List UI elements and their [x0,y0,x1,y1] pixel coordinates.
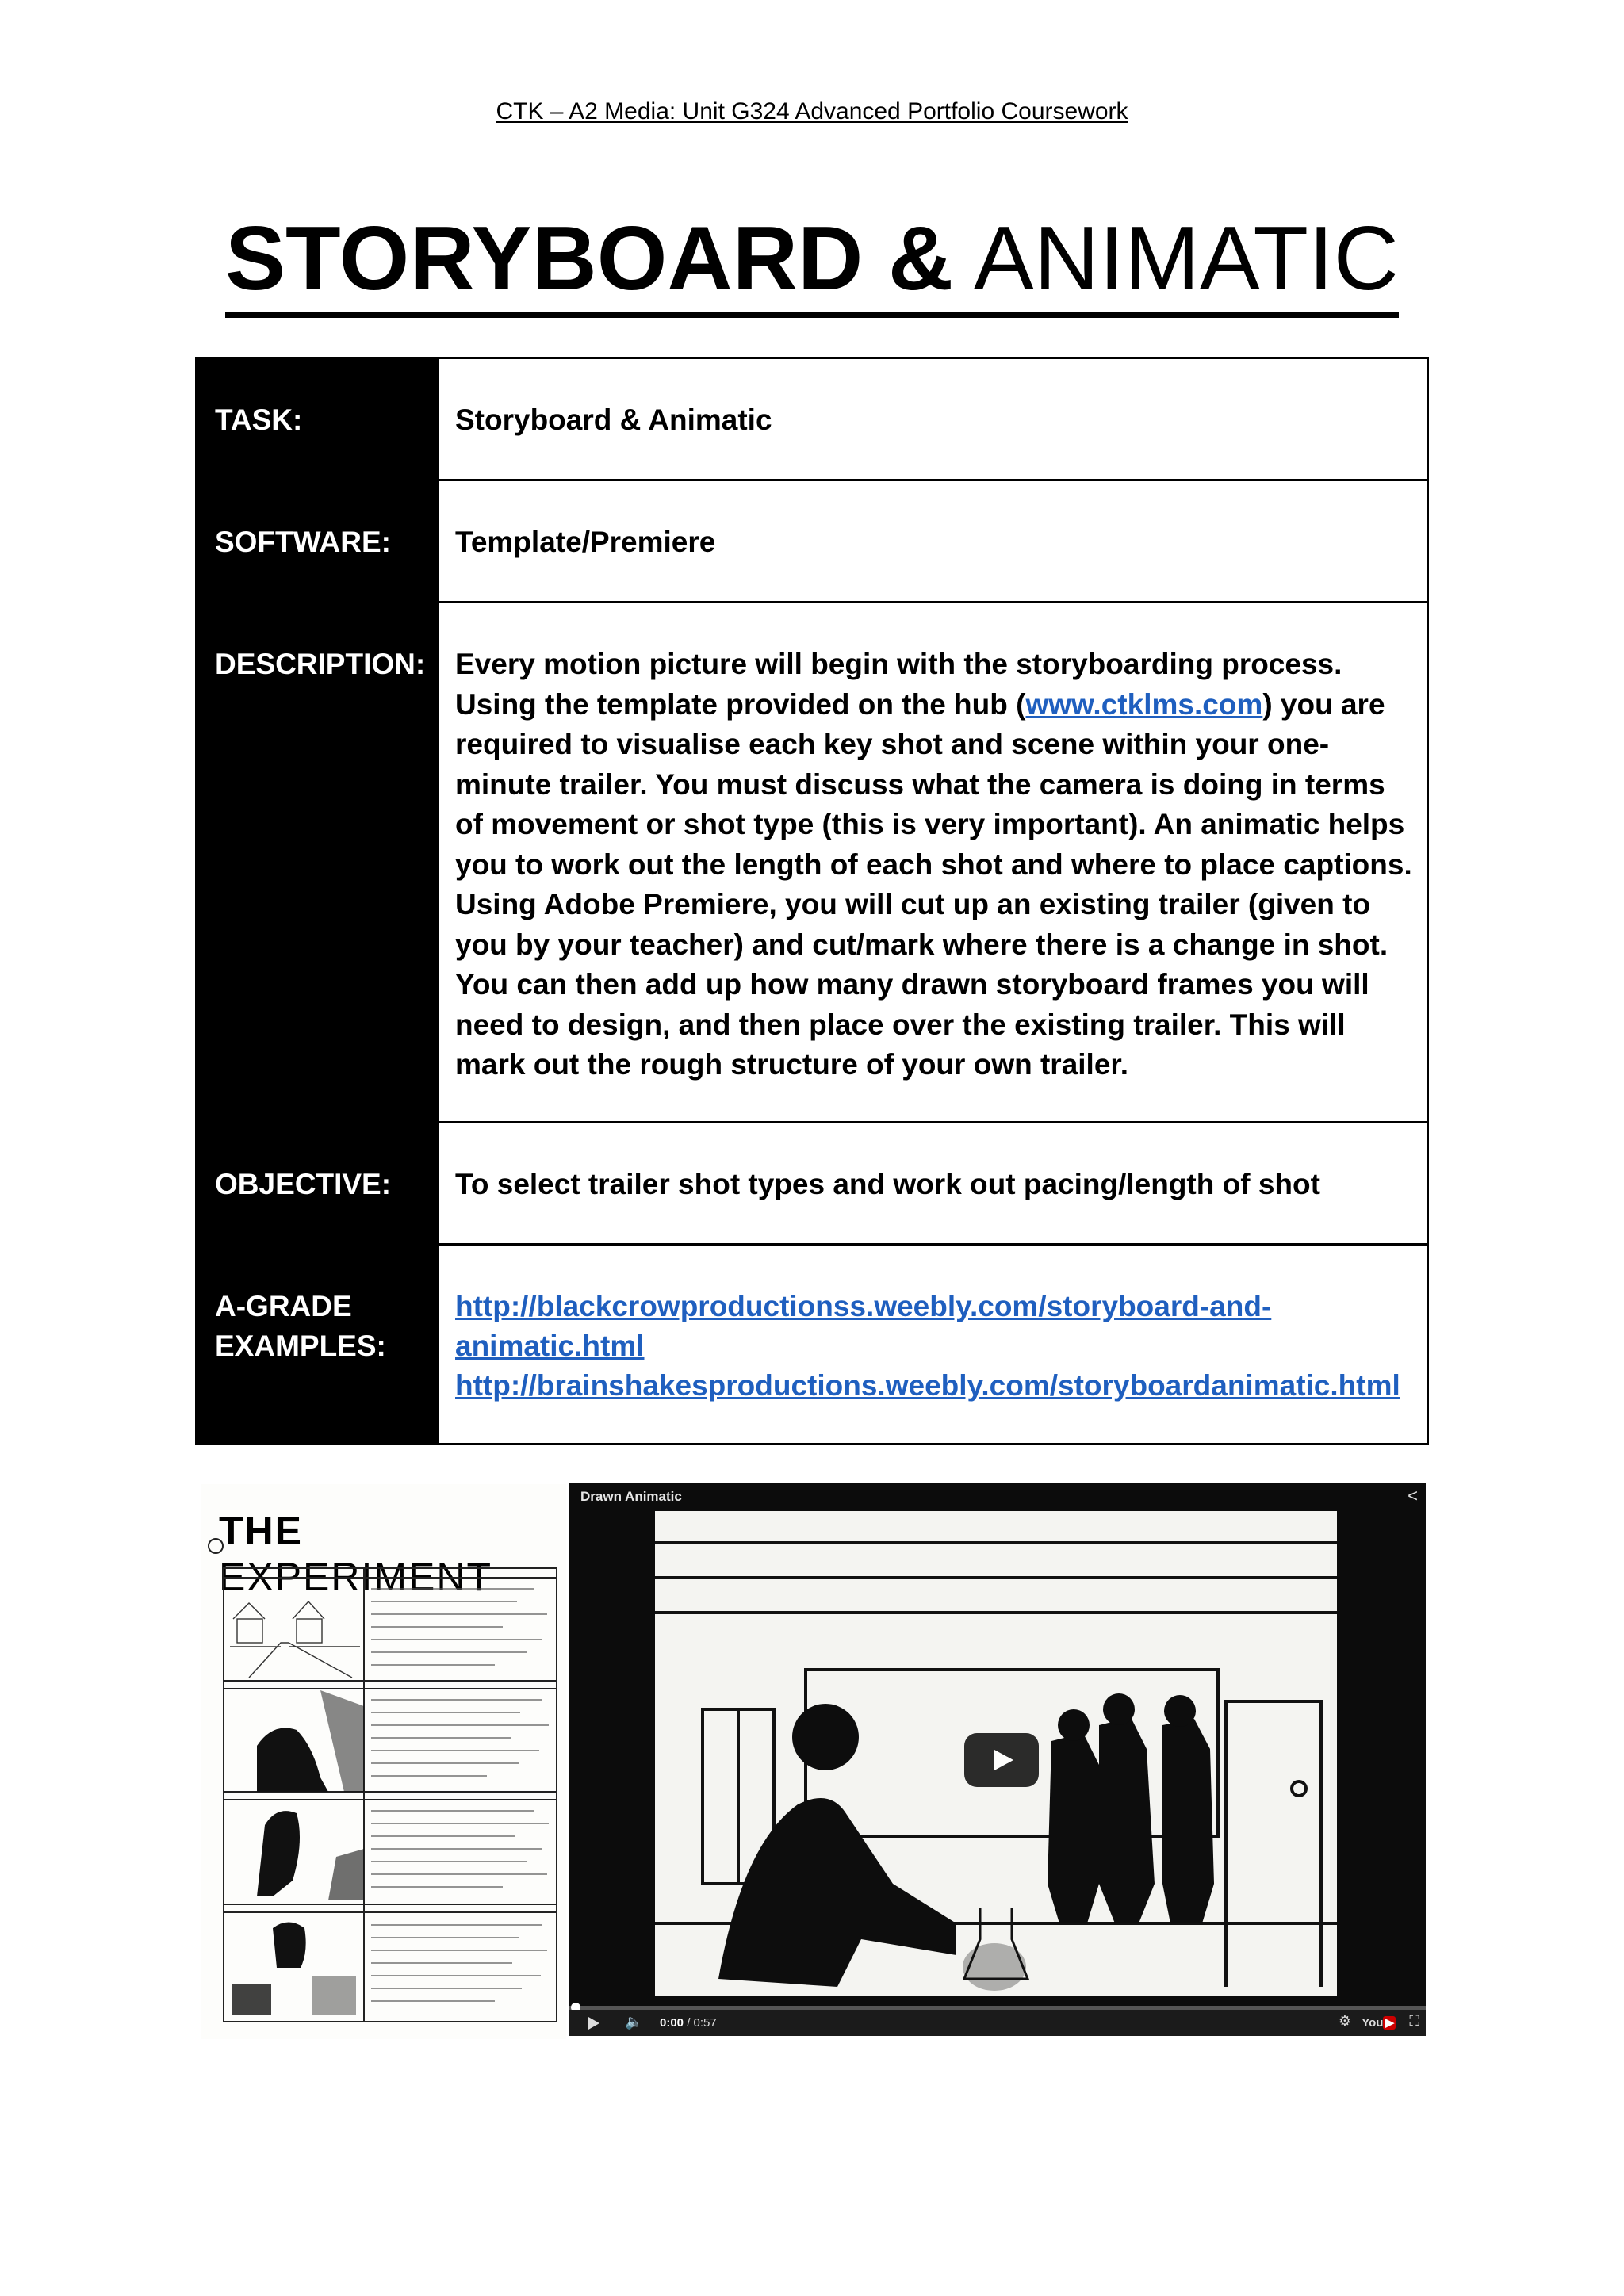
title-bold-part: STORYBOARD & [224,209,954,309]
fullscreen-icon[interactable]: ⛶ [1409,2013,1419,2029]
sketch-title-bold: THE [219,1509,303,1553]
storyboard-sketch-drawing [201,1484,566,2039]
time-display [660,2016,717,2030]
title-regular-part: ANIMATIC [973,209,1399,309]
examples-label-line2: EXAMPLES: [215,1330,386,1362]
player-controls [569,2010,1426,2036]
play-button-icon[interactable] [588,2017,599,2030]
example-link-blackcrow-line1: http://blackcrowproductionss.weebly.com/storyboard-and- [455,1290,1272,1322]
volume-icon[interactable]: 🔈 [625,2014,643,2030]
example-link-brainshakes[interactable]: http://brainshakesproductions.weebly.com/storyboardanimatic.html [455,1369,1400,1402]
current-time: 0:00 [660,2016,684,2030]
share-icon[interactable]: < [1408,1486,1418,1506]
examples-row [197,1245,1428,1445]
example-link-blackcrow-line2: animatic.html [455,1330,645,1362]
task-table [195,357,1429,1445]
task-label: TASK: [197,358,439,480]
objective-value: To select trailer shot types and work out pacing/length of shot [439,1123,1428,1245]
youtube-logo[interactable]: You ▶ [1362,2016,1394,2030]
software-row [197,480,1428,603]
document-header: CTK – A2 Media: Unit G324 Advanced Portfolio Coursework [496,98,1128,124]
page-title [0,208,1624,318]
task-value: Storyboard & Animatic [439,358,1428,480]
objective-label: OBJECTIVE: [197,1123,439,1245]
software-value: Template/Premiere [439,480,1428,603]
objective-row [197,1123,1428,1245]
description-text-end: ) you are required to visualise each key shot and scene within your one-minute trailer. You must discuss what the camera is doing in terms of movement or shot type (this is very important). An animatic helps you to work out the length of each shot and where to place captions. Using Adobe Premiere, you will cut up an existing trailer (given to you by your teacher) and cut/mark where there is a change in shot. You can then add up how many drawn storyboard frames you will need to design, and then place over the existing trailer. This will mark out the rough structure of your own trailer. [455,687,1412,1081]
video-player[interactable] [569,1483,1426,2036]
examples-label [197,1245,439,1445]
total-time: / 0:57 [687,2016,717,2030]
hub-link[interactable]: www.ctklms.com [1025,687,1263,721]
video-frame[interactable] [655,1511,1337,1996]
gear-icon[interactable]: ⚙ [1338,2013,1351,2029]
description-value [439,603,1428,1123]
play-icon[interactable] [964,1733,1039,1787]
description-label: DESCRIPTION: [197,603,439,1123]
examples-label-line1: A-GRADE [215,1290,352,1322]
example-link-blackcrow[interactable] [455,1290,1271,1362]
description-text-start: Every motion picture will begin with the storyboarding process. Using the template provided on the hub ( [455,648,1342,721]
software-label: SOFTWARE: [197,480,439,603]
description-row [197,603,1428,1123]
video-title[interactable]: Drawn Animatic [580,1489,682,1504]
examples-value [439,1245,1428,1445]
storyboard-sketch-image [201,1484,566,2039]
task-row [197,358,1428,480]
sketch-title-rest: EXPERIMENT [219,1555,493,1599]
